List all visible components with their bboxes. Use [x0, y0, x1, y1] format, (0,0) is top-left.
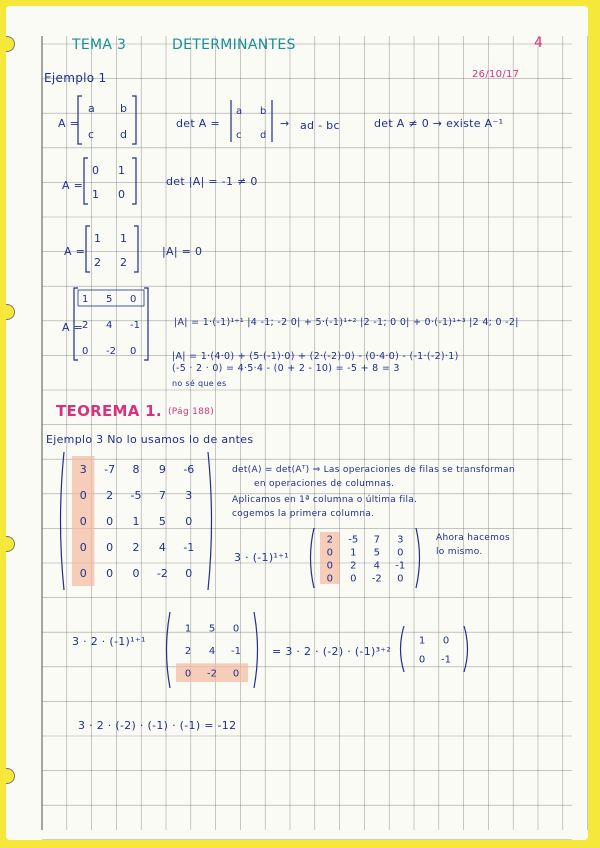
- matrix-entry: 0: [130, 346, 137, 357]
- topic-title: DETERMINANTES: [172, 37, 296, 53]
- matrix-entry: 2: [106, 489, 114, 502]
- cofactor-factor: 3 · (-1)¹⁺¹: [234, 551, 289, 564]
- matrix-label: A =: [64, 245, 86, 258]
- expansion-line: (-5 · 2 · 0) = 4·5·4 - (0 + 2 - 10) = -5 + 8 = 3: [172, 363, 400, 374]
- matrix-entry: -1: [441, 654, 451, 666]
- matrix-entry: 9: [158, 463, 166, 476]
- theorem-note: en operaciones de columnas.: [254, 479, 395, 489]
- expansion-line: = 3 · 2 · (-2) · (-1)³⁺²: [272, 645, 392, 658]
- matrix-label: A =: [58, 117, 80, 130]
- matrix-entry: 2: [120, 256, 127, 269]
- matrix-entry: 5: [208, 623, 216, 635]
- matrix-bracket: [401, 626, 468, 672]
- matrix-entry: -2: [106, 346, 116, 357]
- det-label: det A =: [176, 117, 220, 130]
- matrix-entry: 0: [130, 294, 137, 305]
- tema-title: TEMA 3: [72, 37, 127, 53]
- arrow: →: [280, 117, 290, 130]
- matrix-entry: 4: [158, 541, 166, 554]
- matrix-entry: 2: [184, 646, 192, 657]
- matrix-entry: 0: [79, 489, 87, 502]
- matrix-entry: 0: [442, 635, 450, 647]
- matrix-entry: 0: [79, 567, 87, 580]
- date: 26/10/17: [472, 69, 520, 80]
- matrix-entry: 2: [326, 534, 333, 546]
- matrix-entry: -1: [183, 541, 195, 554]
- matrix-entry: b: [120, 102, 127, 115]
- matrix-entry: 1: [94, 232, 101, 245]
- matrix-entry: d: [120, 128, 127, 141]
- matrix-entry: 0: [326, 573, 333, 585]
- matrix-entry: 0: [326, 547, 333, 559]
- matrix-entry: 0: [350, 573, 357, 585]
- matrix-label: A =: [62, 321, 84, 334]
- matrix-entry: 1: [418, 635, 426, 647]
- matrix-entry: 0: [232, 668, 240, 680]
- matrix-entry: 1: [184, 623, 192, 635]
- matrix-entry: -5: [130, 489, 142, 502]
- theorem-ref: (Pág 188): [168, 407, 215, 417]
- matrix-entry: a: [236, 106, 243, 117]
- theorem-note: det(A) = det(Aᵀ) ⇒ Las operaciones de filas se transforman: [232, 465, 515, 475]
- matrix-entry: 2: [132, 541, 140, 554]
- matrix-entry: 0: [397, 547, 404, 559]
- matrix-entry: -7: [104, 463, 116, 476]
- matrix-entry: -6: [183, 463, 195, 476]
- matrix-label: A =: [62, 179, 84, 192]
- final-result: 3 · 2 · (-2) · (-1) · (-1) = -12: [78, 719, 237, 732]
- matrix-entry: 7: [373, 534, 380, 546]
- matrix-3x3: [162, 610, 262, 690]
- matrix-entry: 0: [418, 654, 426, 666]
- matrix-2x2: [84, 224, 140, 274]
- matrix-5x5: [56, 450, 216, 592]
- matrix-entry: 7: [158, 489, 166, 502]
- matrix-entry: -2: [207, 668, 217, 680]
- det-result: det |A| = -1 ≠ 0: [166, 175, 258, 188]
- matrix-entry: 1: [350, 547, 357, 559]
- matrix-entry: d: [260, 130, 267, 141]
- matrix-entry: 2: [82, 320, 89, 331]
- matrix-entry: 0: [232, 623, 240, 635]
- matrix-entry: -1: [231, 646, 241, 657]
- matrix-2x2: [76, 94, 138, 146]
- example3-label: Ejemplo 3 No lo usamos lo de antes: [46, 433, 254, 446]
- matrix-entry: 4: [373, 560, 380, 572]
- det-result: |A| = 0: [162, 245, 203, 258]
- theorem-note: Aplicamos en 1ª columna o última fila.: [232, 495, 418, 505]
- matrix-3x3: [72, 286, 150, 362]
- matrix-entry: 0: [185, 567, 193, 580]
- matrix-entry: 5: [373, 547, 380, 559]
- matrix-entry: 5: [158, 515, 166, 528]
- matrix-entry: -1: [395, 560, 406, 572]
- matrix-entry: b: [260, 106, 267, 117]
- matrix-entry: 1: [118, 164, 125, 177]
- matrix-2x2: [396, 624, 472, 674]
- matrix-entry: 0: [79, 515, 87, 528]
- matrix-entry: 0: [184, 668, 192, 680]
- page-number: 4: [534, 35, 544, 51]
- matrix-entry: 0: [106, 515, 114, 528]
- matrix-entry: 1: [132, 515, 140, 528]
- matrix-entry: -2: [156, 567, 168, 580]
- side-note: no sé que es: [172, 379, 227, 388]
- expansion-line: |A| = 1·(4·0) + (5·(-1)·0) + (2·(-2)·0) - (0·4·0) - (-1·(-2)·1): [172, 351, 459, 362]
- matrix-entry: -1: [130, 320, 140, 331]
- side-note: lo mismo.: [436, 547, 483, 557]
- matrix-entry: 0: [326, 560, 333, 572]
- matrix-entry: 3: [185, 489, 193, 502]
- matrix-entry: 4: [106, 320, 113, 331]
- matrix-4x4: [306, 526, 424, 590]
- matrix-entry: 3: [79, 463, 87, 476]
- matrix-entry: -2: [371, 573, 382, 585]
- matrix-entry: c: [236, 130, 242, 141]
- matrix-entry: 0: [185, 515, 193, 528]
- notebook-page: [6, 6, 588, 840]
- determinant-2x2: [228, 98, 276, 144]
- det-expression: ad - bc: [300, 119, 340, 132]
- matrix-entry: 0: [92, 164, 99, 177]
- matrix-2x2: [82, 156, 138, 206]
- matrix-entry: 1: [82, 294, 89, 305]
- matrix-entry: 0: [106, 541, 114, 554]
- example-label: Ejemplo 1: [44, 71, 107, 85]
- matrix-entry: 1: [120, 232, 127, 245]
- matrix-entry: 0: [132, 567, 140, 580]
- matrix-entry: 0: [118, 188, 125, 201]
- matrix-entry: c: [88, 128, 95, 141]
- matrix-entry: 0: [397, 573, 404, 585]
- matrix-entry: 5: [106, 294, 113, 305]
- side-note: Ahora hacemos: [436, 533, 511, 543]
- matrix-entry: 8: [132, 463, 140, 476]
- matrix-entry: 0: [82, 346, 89, 357]
- matrix-entry: 3: [397, 534, 404, 546]
- matrix-entry: a: [88, 102, 95, 115]
- theorem-title: TEOREMA 1.: [56, 402, 162, 420]
- matrix-entry: -5: [348, 534, 359, 546]
- expansion-line: |A| = 1·(-1)¹⁺¹ |4 -1; -2 0| + 5·(-1)¹⁺² |2 -1; 0 0| + 0·(-1)¹⁺³ |2 4; 0 -2|: [174, 317, 519, 328]
- matrix-entry: 0: [79, 541, 87, 554]
- matrix-entry: 2: [94, 256, 101, 269]
- matrix-entry: 0: [106, 567, 114, 580]
- det-condition: det A ≠ 0 → existe A⁻¹: [374, 117, 504, 130]
- matrix-entry: 4: [208, 646, 216, 657]
- matrix-entry: 1: [92, 188, 99, 201]
- matrix-entry: 2: [350, 560, 357, 572]
- theorem-note: cogemos la primera columna.: [232, 509, 375, 519]
- cofactor-factor: 3 · 2 · (-1)¹⁺¹: [72, 635, 146, 648]
